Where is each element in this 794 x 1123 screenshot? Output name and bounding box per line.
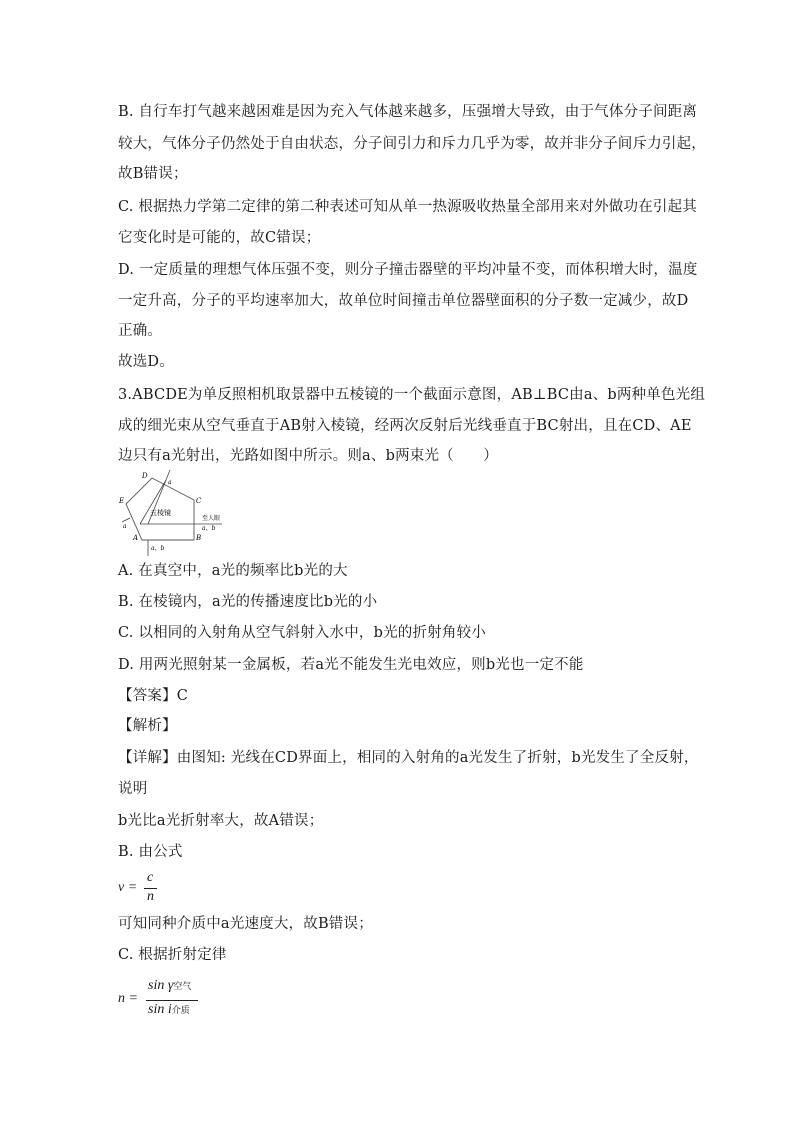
detail-line-5: 可知同种介质中a光速度大，故B错误；	[118, 916, 373, 932]
text-line-3: 故B错误；	[118, 166, 188, 182]
detail-line-6: C. 根据折射定律	[118, 947, 227, 963]
text-line-8: 正确。	[118, 323, 163, 339]
text-line-6: D. 一定质量的理想气体压强不变，则分子撞击器壁的平均冲量不变，而体积增大时，温度	[118, 262, 698, 278]
fraction-bar	[146, 1000, 198, 1001]
detail-line-3: b光比a光折射率大，故A错误；	[118, 813, 324, 829]
detail-line-2: 说明	[118, 781, 148, 797]
option-d: D. 用两光照射某一金属板，若a光不能发生光电效应，则b光也一定不能	[118, 657, 584, 673]
formula-refraction	[118, 978, 228, 1024]
formula-velocity	[118, 870, 178, 906]
label-ab-exit: a、b	[202, 525, 216, 532]
detail-line-4: B. 由公式	[118, 844, 183, 860]
option-a: A. 在真空中，a光的频率比b光的大	[118, 563, 348, 579]
label-to-eye: 至人眼	[202, 515, 221, 522]
prism-diagram	[118, 470, 232, 556]
label-a-ray-top: a	[168, 479, 172, 486]
formula-refraction-numerator: sin γ	[148, 978, 174, 993]
label-ab-entry: a、b	[151, 545, 165, 552]
label-d: D	[142, 472, 148, 480]
label-b-vertex: B	[196, 534, 202, 542]
formula-refraction-numerator-sub: 空气	[173, 981, 192, 991]
formula-velocity-lhs: v =	[118, 880, 138, 895]
label-c: C	[196, 497, 202, 505]
text-line-9: 故选D。	[118, 354, 174, 370]
formula-refraction-lhs: n =	[118, 991, 138, 1006]
text-line-5: 它变化时是可能的，故C错误；	[118, 230, 321, 246]
label-e: E	[119, 497, 125, 505]
text-line-2: 较大，气体分子仍然处于自由状态，分子间引力和斥力几乎为零，故并非分子间斥力引起，	[118, 136, 706, 152]
formula-velocity-numerator: c	[147, 870, 154, 885]
formula-refraction-denominator-sub: 介质	[171, 1005, 190, 1015]
text-line-7: 一定升高，分子的平均速率加大，故单位时间撞击单位器壁面积的分子数一定减少，故D	[118, 293, 689, 309]
detail-line-1: 【详解】由图知: 光线在CD界面上，相同的入射角的a光发生了折射，b光发生了全反射，	[118, 750, 699, 766]
question-3-line-3: 边只有a光射出，光路如图中所示。则a、b两束光（ ）	[118, 448, 498, 464]
option-b: B. 在棱镜内，a光的传播速度比b光的小	[118, 594, 378, 610]
label-a-vertex: A	[133, 534, 139, 542]
answer-line: 【答案】C	[118, 688, 189, 704]
option-c: C. 以相同的入射角从空气斜射入水中，b光的折射角较小	[118, 625, 486, 641]
label-a-ray-left: a	[123, 523, 127, 530]
analysis-heading: 【解析】	[118, 718, 177, 734]
question-3-line-1: 3.ABCDE为单反照相机取景器中五棱镜的一个截面示意图，AB⊥BC由a、b两种单色光组	[118, 387, 706, 403]
question-3-line-2: 成的细光束从空气垂直于AB射入棱镜，经两次反射后光线垂直于BC射出，且在CD、AE	[118, 418, 692, 434]
formula-refraction-denominator: sin i	[148, 1002, 172, 1017]
label-prism: 五棱镜	[150, 509, 171, 517]
formula-velocity-denominator: n	[147, 889, 154, 904]
text-line-1: B. 自行车打气越来越困难是因为充入气体越来越多，压强增大导致，由于气体分子间距离	[118, 104, 698, 120]
text-line-4: C. 根据热力学第二定律的第二种表述可知从单一热源吸收热量全部用来对外做功在引起其	[118, 199, 697, 215]
